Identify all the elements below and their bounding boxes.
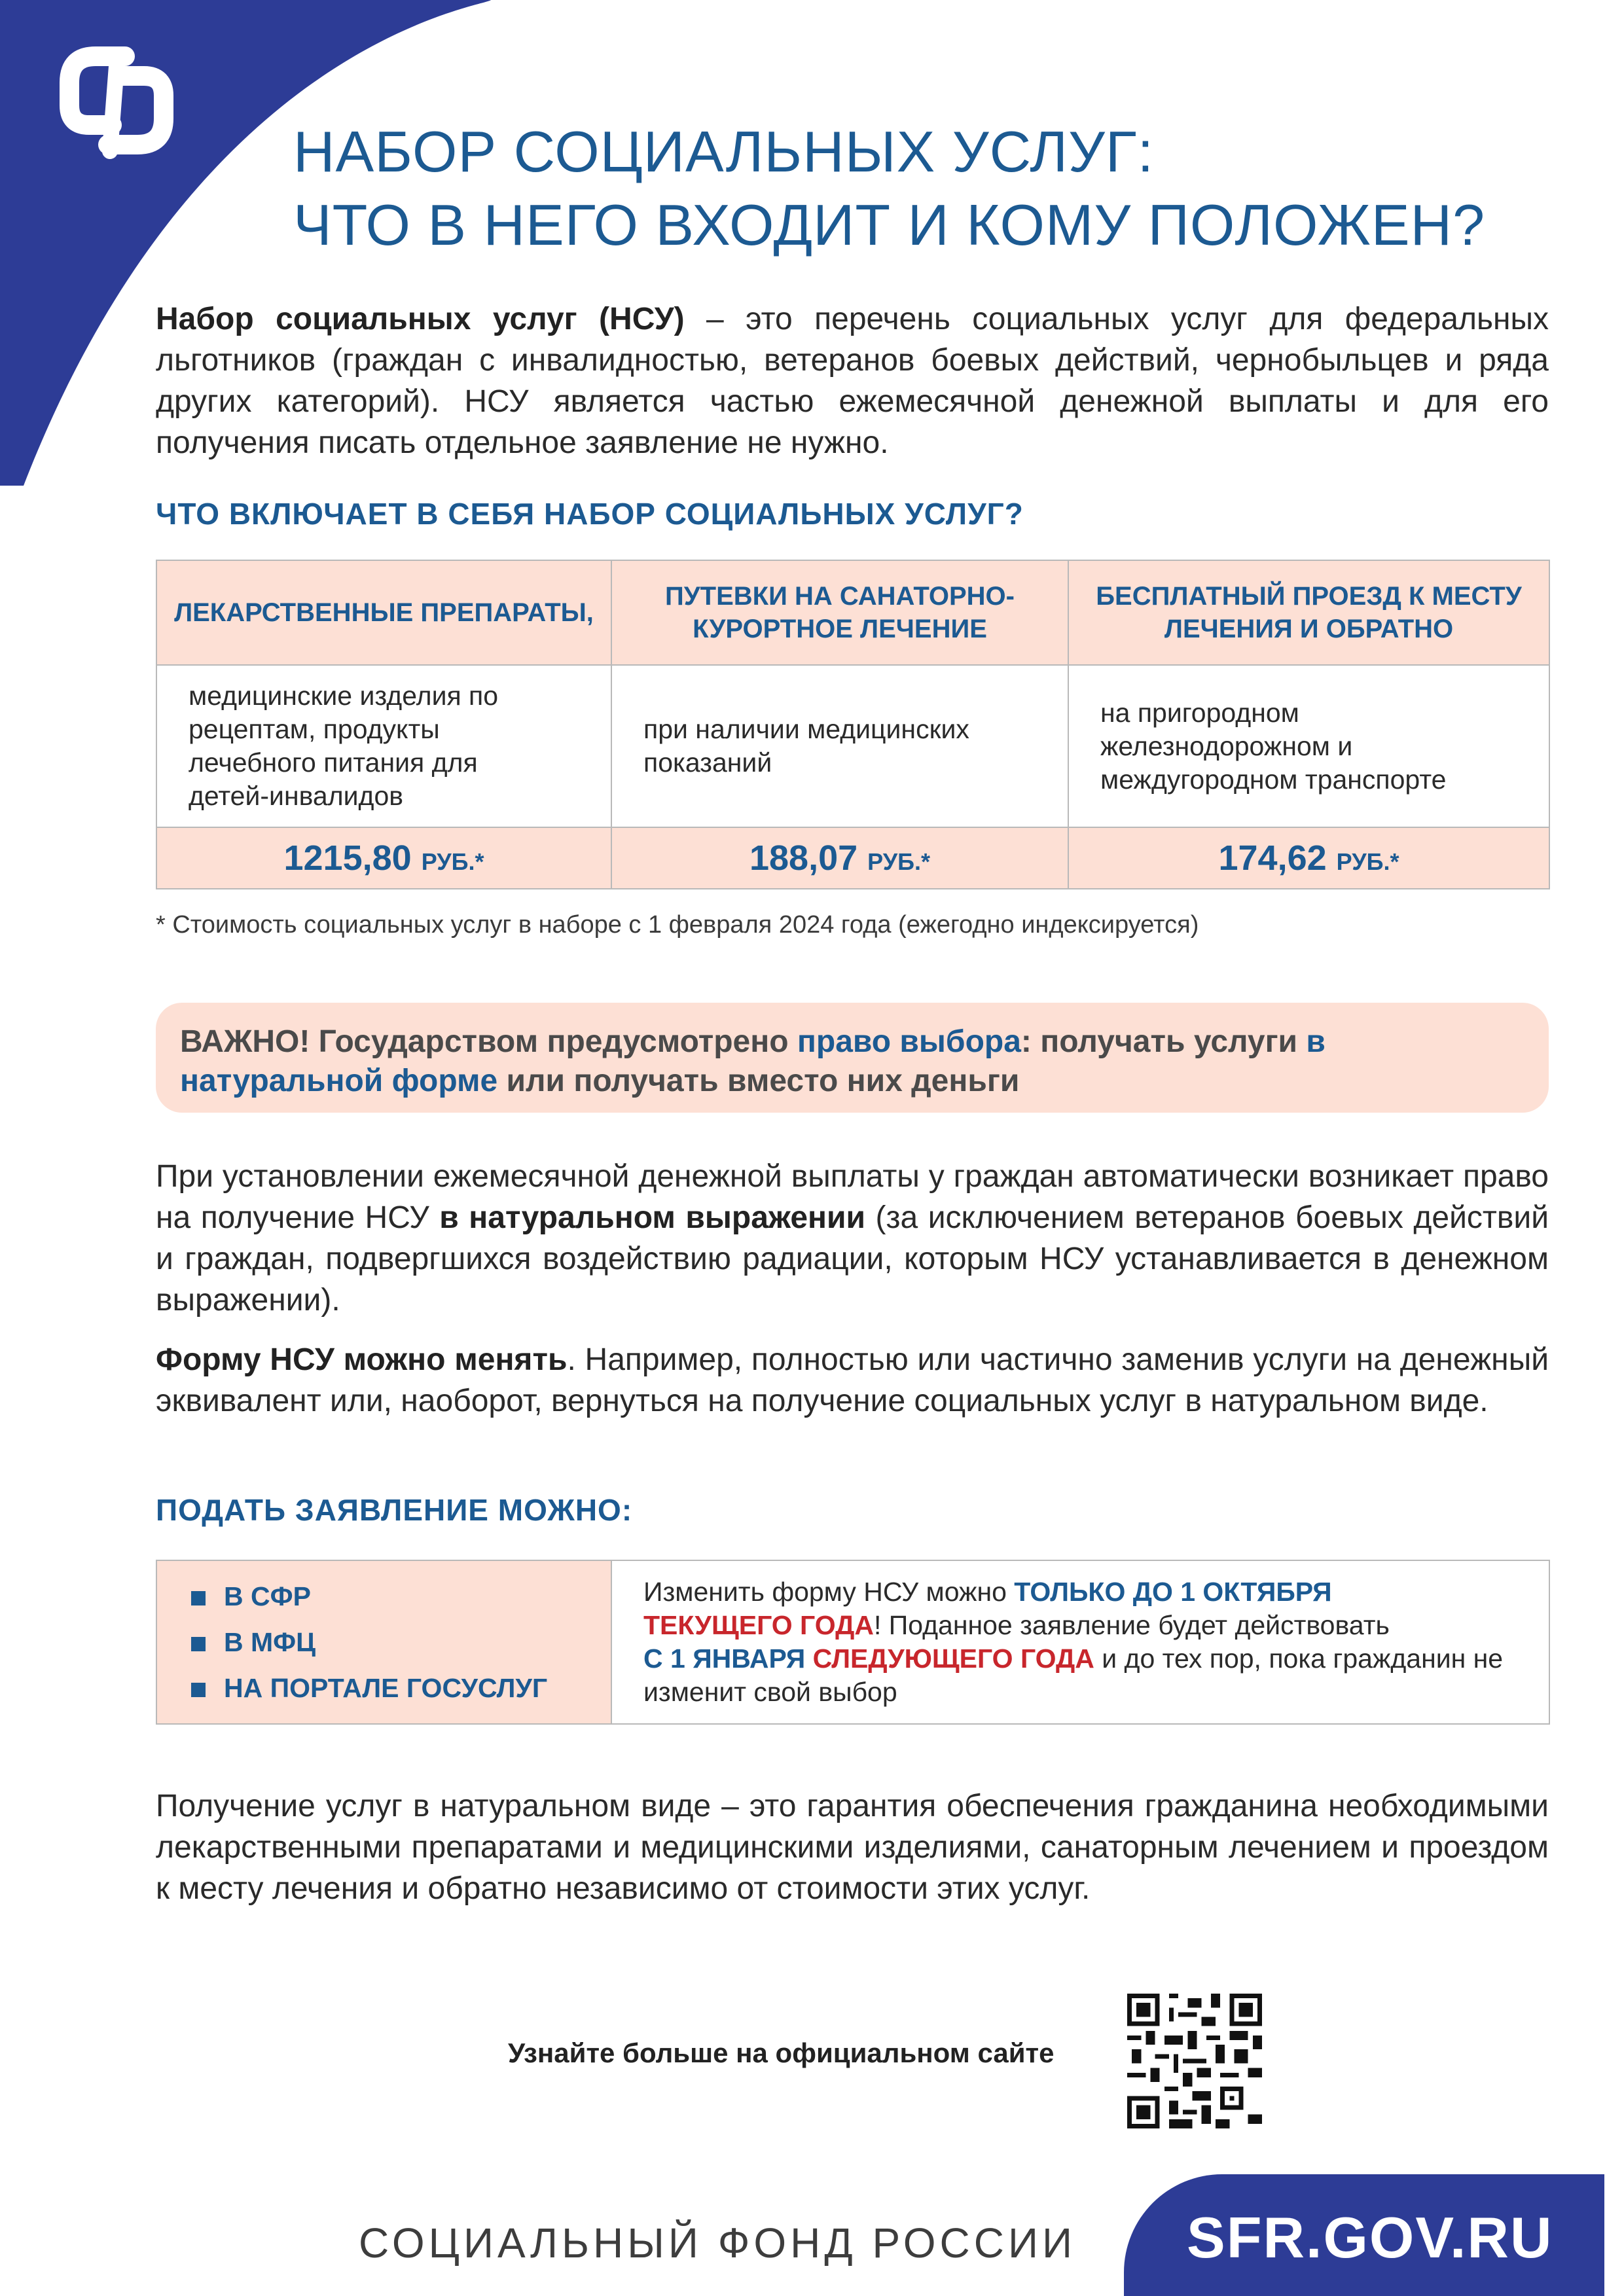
- price-value: 1215,80: [283, 838, 412, 878]
- fund-name: СОЦИАЛЬНЫЙ ФОНД РОССИИ: [359, 2219, 1076, 2267]
- natural-text: При установлении ежемесячной денежной выплаты у граждан автоматически возникает право на получение НСУ: [156, 1159, 1549, 1235]
- price-value: 174,62: [1218, 838, 1327, 878]
- guarantee-paragraph: Получение услуг в натуральном виде – это гарантия обеспечения гражданина необходимыми лекарственными препаратами и медицинскими изделиями, санаторным лечением и проездом к месту лечения и обратно независимо от стоимости этих услуг.: [156, 1789, 1549, 1906]
- important-text: : получать услуги: [1020, 1024, 1307, 1059]
- service-price: [1068, 827, 1549, 889]
- price-unit: РУБ.*: [421, 848, 484, 875]
- apply-option-label: НА ПОРТАЛЕ ГОСУСЛУГ: [224, 1673, 548, 1703]
- change-paragraph: [156, 1339, 1549, 1422]
- service-description: на пригородном железнодорожном и междугородном транспорте: [1068, 665, 1549, 827]
- services-header-row: [156, 560, 1549, 665]
- note-deadline: ТОЛЬКО ДО 1 ОКТЯБРЯ: [1014, 1577, 1332, 1607]
- apply-options: [156, 1560, 611, 1724]
- service-description: при наличии медицинских показаний: [611, 665, 1068, 827]
- website-link[interactable]: SFR.GOV.RU: [1124, 2174, 1604, 2296]
- important-label: ВАЖНО!: [180, 1024, 310, 1059]
- price-value: 188,07: [749, 838, 858, 878]
- apply-option: [191, 1573, 610, 1619]
- title-line-1: НАБОР СОЦИАЛЬНЫХ УСЛУГ:: [293, 119, 1155, 184]
- note-text: и до тех пор, пока гражданин не изменит свой выбор: [643, 1643, 1504, 1707]
- section-heading-includes: ЧТО ВКЛЮЧАЕТ В СЕБЯ НАБОР СОЦИАЛЬНЫХ УСЛУГ?: [156, 497, 1024, 531]
- service-price: [156, 827, 611, 889]
- note-current-year: ТЕКУЩЕГО ГОДА: [643, 1610, 874, 1640]
- service-description: медицинские изделия по рецептам, продукты лечебного питания для детей-инвалидов: [156, 665, 611, 827]
- change-bold: Форму НСУ можно менять: [156, 1342, 568, 1377]
- important-text: Государством предусмотрено: [310, 1024, 797, 1059]
- apply-note: [611, 1560, 1549, 1724]
- apply-option-label: В МФЦ: [224, 1627, 316, 1657]
- bullet-square-icon: [191, 1591, 206, 1605]
- important-text: или получать вместо них деньги: [497, 1064, 1020, 1098]
- page-title: [293, 115, 1537, 262]
- note-text: Изменить форму НСУ можно: [643, 1577, 1015, 1607]
- service-header: БЕСПЛАТНЫЙ ПРОЕЗД К МЕСТУ ЛЕЧЕНИЯ И ОБРАТНО: [1068, 560, 1549, 665]
- natural-bold: в натуральном выражении: [439, 1200, 866, 1235]
- apply-option-label: В СФР: [224, 1581, 311, 1611]
- title-line-2: ЧТО В НЕГО ВХОДИТ И КОМУ ПОЛОЖЕН?: [293, 192, 1486, 257]
- service-price: [611, 827, 1068, 889]
- apply-option: [191, 1619, 610, 1665]
- services-description-row: [156, 665, 1549, 827]
- intro-text: – это перечень социальных услуг для федеральных льготников (граждан с инвалидностью, ветеранов боевых действий, чернобыльцев и ряда других категорий). НСУ является частью ежемесячной денежной выплаты и для его получения писать отдельное заявление не нужно.: [156, 302, 1549, 460]
- sfr-logo-icon: [50, 43, 183, 161]
- natural-text: (за исключением ветеранов боевых действий и граждан, подвергшихся воздействию радиации, которым НСУ устанавливается в денежном выражении).: [156, 1200, 1549, 1318]
- note-start-date: С 1 ЯНВАРЯ: [643, 1643, 806, 1674]
- services-table: [156, 560, 1550, 889]
- intro-paragraph: [156, 298, 1549, 463]
- section-heading-apply: ПОДАТЬ ЗАЯВЛЕНИЕ МОЖНО:: [156, 1493, 633, 1527]
- bullet-square-icon: [191, 1637, 206, 1651]
- apply-option: [191, 1665, 610, 1711]
- note-next-year: СЛЕДУЮЩЕГО ГОДА: [812, 1643, 1094, 1674]
- important-callout: [156, 1003, 1549, 1113]
- price-unit: РУБ.*: [1336, 848, 1399, 875]
- service-header: ПУТЕВКИ НА САНАТОРНО-КУРОРТНОЕ ЛЕЧЕНИЕ: [611, 560, 1068, 665]
- services-price-row: [156, 827, 1549, 889]
- important-highlight: право выбора: [797, 1024, 1021, 1059]
- note-text: ! Поданное заявление будет действовать: [873, 1610, 1390, 1640]
- more-info-text: Узнайте больше на официальном сайте: [508, 2037, 1055, 2068]
- service-header: ЛЕКАРСТВЕННЫЕ ПРЕПАРАТЫ,: [156, 560, 611, 665]
- apply-table: [156, 1560, 1550, 1725]
- intro-term: Набор социальных услуг (НСУ): [156, 302, 685, 336]
- natural-paragraph: [156, 1156, 1549, 1321]
- important-highlight: в натуральной форме: [180, 1024, 1326, 1098]
- price-unit: РУБ.*: [867, 848, 930, 875]
- price-footnote: * Стоимость социальных услуг в наборе с 1 февраля 2024 года (ежегодно индексируется): [156, 911, 1199, 939]
- bullet-square-icon: [191, 1683, 206, 1697]
- qr-code-icon[interactable]: [1127, 1994, 1262, 2128]
- change-text: . Например, полностью или частично заменив услуги на денежный эквивалент или, наоборот, вернуться на получение социальных услуг в натуральном виде.: [156, 1342, 1549, 1418]
